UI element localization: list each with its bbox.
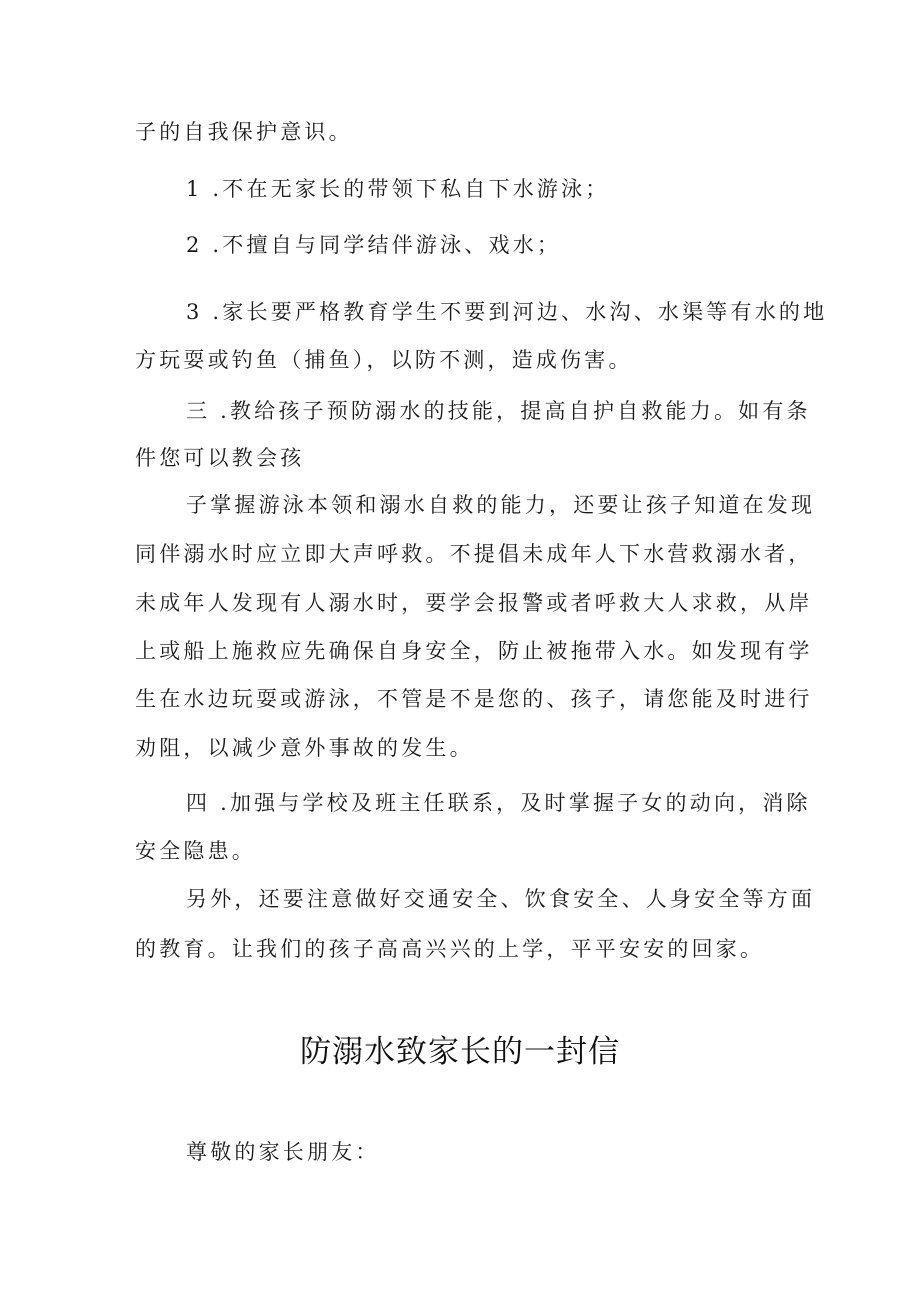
text-line: 方玩耍或钓鱼（捕鱼），以防不测，造成伤害。 <box>135 348 633 372</box>
text-line: 同伴溺水时应立即大声呼救。不提倡未成年人下水营救溺水者， <box>135 542 813 566</box>
list-item-2: 2 .不擅自与同学结伴游泳、戏水； <box>186 233 562 257</box>
list-item-3: 3 .家长要严格教育学生不要到河边、水沟、水渠等有水的地 <box>186 300 828 324</box>
text-line: 生在水边玩耍或游泳，不管是不是您的、孩子，请您能及时进行 <box>135 687 813 711</box>
section-three-start: 三 .教给孩子预防溺水的技能，提高自护自救能力。如有条 <box>186 399 811 423</box>
text-line: 的教育。让我们的孩子高高兴兴的上学，平平安安的回家。 <box>135 937 765 961</box>
text-line: 子掌握游泳本领和溺水自救的能力，还要让孩子知道在发现 <box>186 493 816 517</box>
text-line: 安全隐患。 <box>135 839 256 863</box>
letter-heading: 防溺水致家长的一封信 <box>300 1034 620 1070</box>
list-item-1: 1 .不在无家长的带领下私自下水游泳； <box>186 177 610 201</box>
salutation: 尊敬的家长朋友： <box>186 1140 380 1164</box>
text-line: 子的自我保护意识。 <box>135 120 353 144</box>
closing-paragraph-start: 另外，还要注意做好交通安全、饮食安全、人身安全等方面 <box>186 887 816 911</box>
text-line: 件您可以教会孩 <box>135 446 305 470</box>
section-four-start: 四 .加强与学校及班主任联系，及时掌握子女的动向，消除 <box>186 791 811 815</box>
text-line: 劝阻，以减少意外事故的发生。 <box>135 736 474 760</box>
text-line: 上或船上施救应先确保自身安全，防止被拖带入水。如发现有学 <box>135 639 813 663</box>
text-line: 未成年人发现有人溺水时，要学会报警或者呼救大人求救，从岸 <box>135 591 813 615</box>
